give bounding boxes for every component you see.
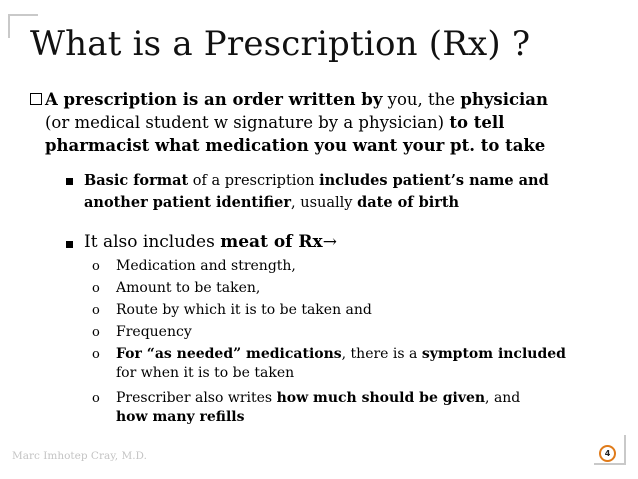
square-bullet-icon bbox=[66, 241, 73, 248]
arrow-right-icon: → bbox=[322, 232, 337, 252]
main-bullet-text-1: you, the bbox=[382, 90, 461, 109]
circle-bullet-icon: o bbox=[92, 325, 100, 340]
item6-bold-1: how much should be given bbox=[276, 390, 486, 406]
list-item: Amount to be taken, bbox=[116, 280, 261, 296]
item6-text-1: Prescriber also writes bbox=[116, 390, 277, 406]
list-item: Frequency bbox=[116, 324, 192, 340]
circle-bullet-icon: o bbox=[92, 391, 100, 406]
circle-bullet-icon: o bbox=[92, 259, 100, 274]
sub2-bold: meat of Rx bbox=[220, 232, 323, 252]
sub-bullet-meat-of-rx bbox=[84, 230, 604, 254]
footer-author: Marc Imhotep Cray, M.D. bbox=[12, 450, 147, 462]
sub-bullet-basic-format bbox=[84, 170, 604, 214]
list-item: Route by which it is to be taken and bbox=[116, 302, 372, 318]
item5-bold-2: symptom included bbox=[421, 346, 566, 362]
sub1-text-1: of a prescription bbox=[188, 173, 320, 189]
sub1-bold-1: Basic format bbox=[84, 172, 189, 189]
sub1-text-2: , usually bbox=[291, 195, 358, 211]
sub1-bold-3: another patient identifier bbox=[84, 194, 292, 211]
page-number-badge: 4 bbox=[599, 445, 616, 462]
circle-bullet-icon: o bbox=[92, 281, 100, 296]
sub2-text: It also includes bbox=[84, 232, 221, 252]
circle-bullet-icon: o bbox=[92, 347, 100, 362]
list-item-prescriber bbox=[116, 389, 606, 427]
list-item-as-needed bbox=[116, 345, 606, 383]
slide-title: What is a Prescription (Rx) ? bbox=[30, 24, 531, 64]
item6-bold-2: how many refills bbox=[116, 409, 245, 425]
main-bullet-text bbox=[45, 88, 615, 157]
list-item: Medication and strength, bbox=[116, 258, 296, 274]
main-bullet-text-2: (or medical student w signature by a physician) bbox=[45, 113, 450, 132]
item5-bold-1: For “as needed” medications bbox=[116, 346, 342, 362]
sub1-bold-2: includes patient’s name and bbox=[319, 172, 549, 189]
square-bullet-icon bbox=[66, 178, 73, 185]
main-bullet-bold-2: physician bbox=[460, 90, 548, 109]
main-bullet-bold-4: pharmacist what medication you want your pt. to take bbox=[45, 136, 546, 155]
item5-text-2: for when it is to be taken bbox=[116, 365, 295, 381]
main-bullet-bold-3: to tell bbox=[449, 113, 505, 132]
checkbox-bullet-icon bbox=[30, 93, 42, 105]
main-bullet-bold-1: A prescription is an order written by bbox=[45, 90, 383, 109]
sub1-bold-4: date of birth bbox=[357, 194, 460, 211]
item5-text-1: , there is a bbox=[341, 346, 422, 362]
circle-bullet-icon: o bbox=[92, 303, 100, 318]
item6-text-2: , and bbox=[485, 390, 521, 406]
